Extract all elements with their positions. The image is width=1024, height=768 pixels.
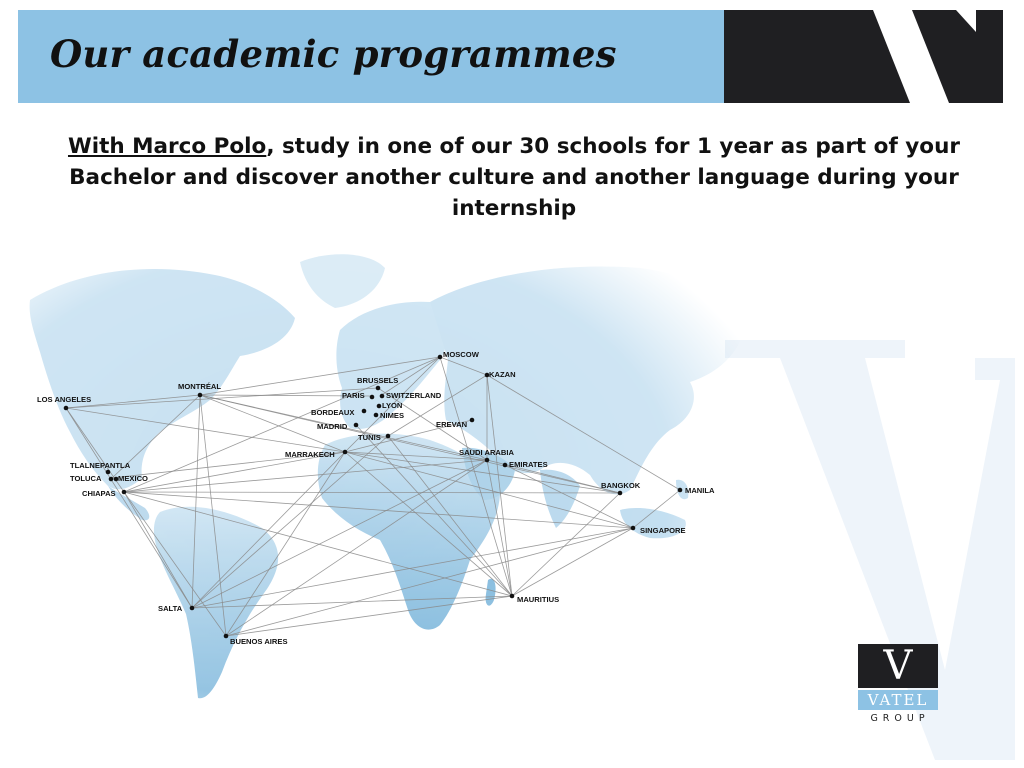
city-dot-saudi-arabia bbox=[485, 458, 490, 463]
city-dot-bangkok bbox=[618, 491, 623, 496]
city-dot-paris bbox=[370, 395, 375, 400]
page-title: Our academic programmes bbox=[50, 32, 617, 76]
madagascar-shape bbox=[486, 579, 496, 606]
city-label-montreal: MONTRÉAL bbox=[178, 382, 222, 391]
city-label-switzerland: SWITZERLAND bbox=[386, 391, 442, 400]
city-label-kazan: KAZAN bbox=[489, 370, 516, 379]
city-label-paris: PARIS bbox=[342, 391, 365, 400]
city-label-tlalnepantla: TLALNEPANTLA bbox=[70, 461, 131, 470]
city-dot-lyon bbox=[377, 404, 382, 409]
city-dot-tlalnepantla bbox=[106, 470, 111, 475]
intro-text bbox=[60, 131, 968, 224]
city-label-toluca: TOLUCA bbox=[70, 474, 102, 483]
city-dot-emirates bbox=[503, 463, 508, 468]
city-label-manila: MANILA bbox=[685, 486, 715, 495]
south-america-shape bbox=[154, 507, 278, 698]
city-dot-mauritius bbox=[510, 594, 515, 599]
city-dot-buenos-aires bbox=[224, 634, 229, 639]
city-dot-montreal bbox=[198, 393, 203, 398]
city-dot-toluca bbox=[109, 477, 114, 482]
city-label-salta: SALTA bbox=[158, 604, 183, 613]
city-dot-los-angeles bbox=[64, 406, 69, 411]
vatel-logo bbox=[858, 644, 938, 724]
marco-polo-link[interactable]: With Marco Polo bbox=[67, 134, 267, 159]
city-label-moscow: MOSCOW bbox=[443, 350, 479, 359]
north-america-shape bbox=[30, 269, 295, 489]
city-label-bordeaux: BORDEAUX bbox=[311, 408, 355, 417]
city-dot-marrakech bbox=[343, 450, 348, 455]
city-dot-nimes bbox=[374, 413, 379, 418]
city-dot-madrid bbox=[354, 423, 359, 428]
city-label-marrakech: MARRAKECH bbox=[285, 450, 335, 459]
city-label-saudi-arabia: SAUDI ARABIA bbox=[459, 448, 514, 457]
greenland-shape bbox=[300, 254, 385, 308]
city-dot-moscow bbox=[438, 355, 443, 360]
city-dot-bordeaux bbox=[362, 409, 367, 414]
city-label-nimes: NIMES bbox=[380, 411, 405, 420]
header-v-mark bbox=[724, 10, 1003, 103]
route-line bbox=[226, 596, 512, 636]
world-map bbox=[0, 230, 760, 720]
city-label-chiapas: CHIAPAS bbox=[82, 489, 116, 498]
city-label-buenos-aires: BUENOS AIRES bbox=[230, 637, 288, 646]
city-dot-brussels bbox=[376, 386, 381, 391]
city-label-brussels: BRUSSELS bbox=[357, 376, 399, 385]
city-label-singapore: SINGAPORE bbox=[640, 526, 686, 535]
header-banner bbox=[18, 10, 1003, 103]
city-dot-salta bbox=[190, 606, 195, 611]
header-logo-block bbox=[724, 10, 1003, 103]
city-dot-chiapas bbox=[122, 490, 127, 495]
city-label-lyon: LYON bbox=[382, 401, 403, 410]
vatel-logo-group: GROUP bbox=[870, 713, 930, 724]
city-label-madrid: MADRID bbox=[317, 422, 348, 431]
city-dot-erevan bbox=[470, 418, 475, 423]
city-label-bangkok: BANGKOK bbox=[601, 481, 641, 490]
city-dot-manila bbox=[678, 488, 683, 493]
city-label-los-angeles: LOS ANGELES bbox=[37, 395, 92, 404]
vatel-logo-name: VATEL bbox=[858, 690, 938, 710]
city-label-erevan: EREVAN bbox=[436, 420, 468, 429]
city-label-mexico: MEXICO bbox=[118, 474, 148, 483]
city-dot-tunis bbox=[386, 434, 391, 439]
city-dot-singapore bbox=[631, 526, 636, 531]
intro-body: , study in one of our 30 schools for 1 year as part of your Bachelor and discover another culture and another language during your internship bbox=[69, 134, 960, 221]
city-label-mauritius: MAURITIUS bbox=[517, 595, 560, 604]
city-label-emirates: EMIRATES bbox=[509, 460, 548, 469]
vatel-logo-letter: V bbox=[858, 644, 938, 688]
city-dot-switzerland bbox=[380, 394, 385, 399]
city-label-tunis: TUNIS bbox=[358, 433, 381, 442]
